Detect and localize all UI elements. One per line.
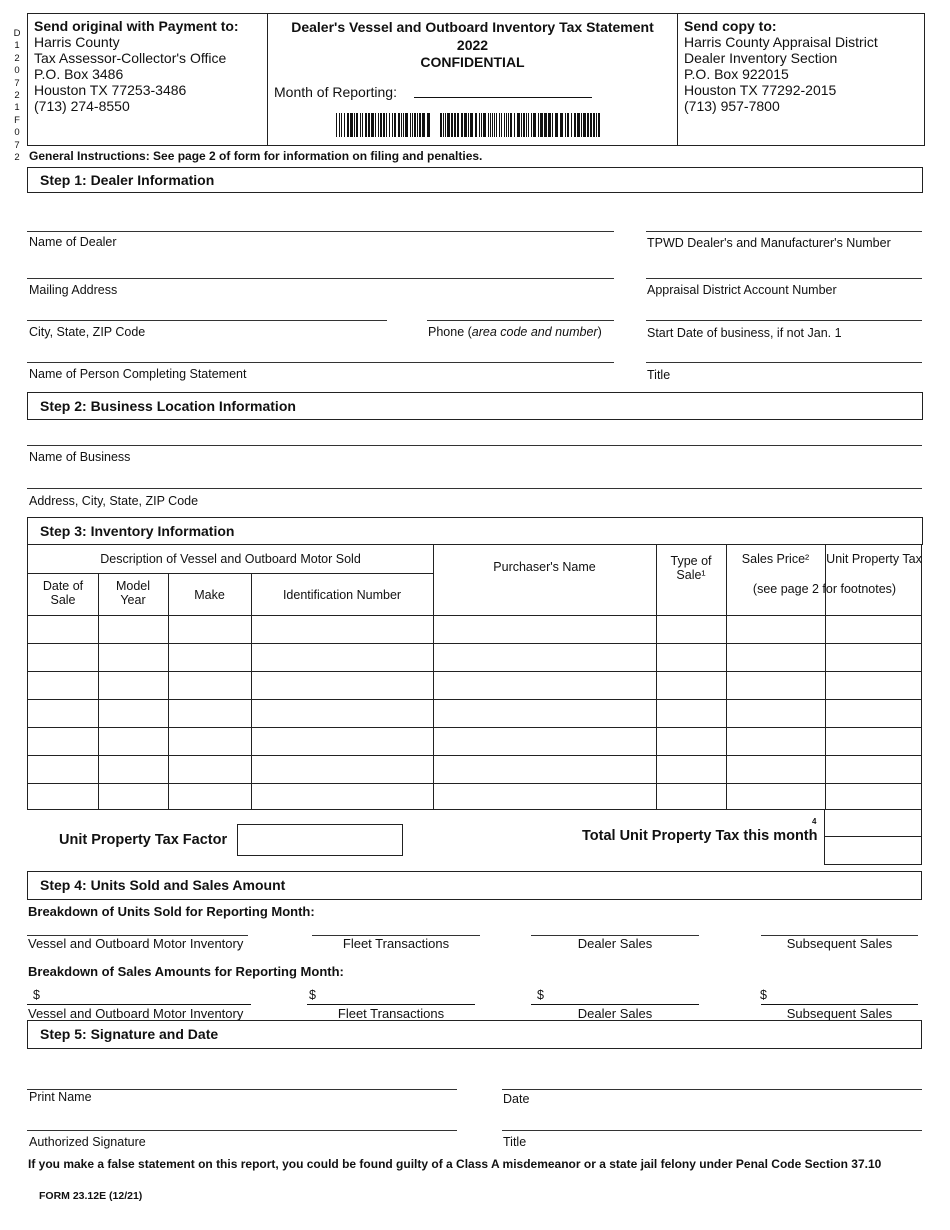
address-line: Houston TX 77253-3486 [34, 82, 187, 98]
barcode-bar [403, 113, 404, 137]
barcode-bar [528, 113, 529, 137]
amount-dealer-label: Dealer Sales [577, 1006, 653, 1021]
appraisal-account-label: Appraisal District Account Number [647, 283, 837, 297]
barcode-bar [410, 113, 411, 137]
barcode-bar [598, 113, 600, 137]
barcode-bar [499, 113, 500, 137]
barcode-bar [414, 113, 416, 137]
barcode-bar [464, 113, 467, 137]
col-sales-price: Sales Price² [741, 552, 810, 566]
barcode-bar [593, 113, 595, 137]
name-of-business-field[interactable] [27, 445, 922, 446]
units-dealer-label: Dealer Sales [577, 936, 653, 951]
barcode-bar [378, 113, 379, 137]
barcode-bar [398, 113, 400, 137]
barcode-bar [339, 113, 340, 137]
step3-header: Step 3: Inventory Information [27, 517, 923, 545]
confidential-label: CONFIDENTIAL [420, 54, 525, 70]
barcode-bar [365, 113, 367, 137]
barcode-bar [412, 113, 413, 137]
start-date-label: Start Date of business, if not Jan. 1 [647, 326, 842, 340]
barcode-bar [386, 113, 387, 137]
barcode-bar [354, 113, 355, 137]
barcode-bar [508, 113, 509, 137]
barcode-bar [468, 113, 469, 137]
form-number: FORM 23.12E (12/21) [39, 1190, 143, 1202]
address-line: P.O. Box 922015 [684, 66, 789, 82]
unit-tax-factor-field[interactable] [237, 824, 403, 856]
start-date-field[interactable] [646, 320, 922, 321]
amount-subsequent-label: Subsequent Sales [786, 1006, 893, 1021]
col-date-of-sale: Date of Sale [42, 579, 84, 607]
barcode-bar [344, 113, 345, 137]
barcode-bar [521, 113, 522, 137]
address-line: (713) 957-7800 [684, 98, 780, 114]
barcode-bar [443, 113, 444, 137]
address-line: Harris County Appraisal District [684, 34, 878, 50]
description-header: Description of Vessel and Outboard Motor Sold [100, 552, 361, 566]
barcode-bar [488, 113, 489, 137]
barcode-bar [552, 113, 553, 137]
month-of-reporting-field[interactable] [414, 97, 592, 98]
address-line: (713) 274-8550 [34, 98, 130, 114]
mailing-address-field[interactable] [27, 278, 614, 279]
barcode-bar [461, 113, 463, 137]
name-of-business-label: Name of Business [29, 450, 131, 464]
barcode-bar [596, 113, 597, 137]
header-box [27, 13, 925, 146]
inventory-table [27, 544, 922, 810]
barcode-bar [479, 113, 480, 137]
barcode-bar [356, 113, 358, 137]
barcode-bar [445, 113, 446, 137]
step1-header: Step 1: Dealer Information [27, 167, 923, 193]
barcode-bar [504, 113, 505, 137]
barcode-bar [341, 113, 342, 137]
barcode-bar [514, 113, 515, 137]
business-address-label: Address, City, State, ZIP Code [29, 494, 199, 508]
send-copy-block [678, 14, 924, 145]
barcode-bar [544, 113, 547, 137]
step2-header: Step 2: Business Location Information [27, 392, 923, 420]
person-completing-label: Name of Person Completing Statement [29, 367, 247, 381]
barcode-bar [581, 113, 582, 137]
units-heading: Breakdown of Units Sold for Reporting Month: [28, 904, 315, 919]
barcode-bar [492, 113, 493, 137]
barcode-bar [392, 113, 393, 137]
barcode-bar [371, 113, 374, 137]
barcode-bar [481, 113, 482, 137]
barcode-bar [501, 113, 502, 137]
barcode-bar [523, 113, 525, 137]
barcode-bar [470, 113, 473, 137]
barcode-bar [389, 113, 390, 137]
address-line: Dealer Inventory Section [684, 50, 838, 66]
barcode-bar [454, 113, 456, 137]
footnote-note: (see page 2 for footnotes) [752, 582, 897, 596]
barcode-bar [347, 113, 349, 137]
person-completing-field[interactable] [27, 362, 614, 363]
barcode-bar [451, 113, 453, 137]
title-label: Title [647, 368, 671, 382]
penalty-statement: If you make a false statement on this report, you could be found guilty of a Class A misdemeanor or a state jail felony under Penal Code Section 37.10 [28, 1157, 882, 1171]
barcode-bar [457, 113, 459, 137]
currency-sign: $ [537, 988, 544, 1002]
title-field[interactable] [646, 362, 922, 363]
barcode-bar [538, 113, 539, 137]
tpwd-number-field[interactable] [646, 231, 922, 232]
print-name-label: Print Name [29, 1090, 92, 1104]
barcode-bar [565, 113, 566, 137]
step4-header: Step 4: Units Sold and Sales Amount [27, 871, 922, 900]
date-label: Date [503, 1092, 530, 1106]
vertical-form-code: D 1 2 0 7 2 1 F 0 7 2 [13, 28, 21, 164]
barcode-bar [362, 113, 363, 137]
send-copy-heading: Send copy to: [684, 18, 777, 34]
barcode-bar [440, 113, 442, 137]
col-type-of-sale: Type of Sale¹ [670, 554, 712, 582]
barcode-bar [483, 113, 486, 137]
barcode-bar [394, 113, 396, 137]
title-block [268, 14, 678, 145]
address-line: Harris County [34, 34, 120, 50]
units-subsequent-label: Subsequent Sales [786, 936, 893, 951]
barcode-bar [427, 113, 430, 137]
barcode-bar [567, 113, 569, 137]
barcode-bar [587, 113, 589, 137]
barcode-bar [577, 113, 580, 137]
barcode-bar [380, 113, 382, 137]
barcode-bar [422, 113, 425, 137]
phone-field[interactable] [427, 320, 614, 321]
amount-vessel-label: Vessel and Outboard Motor Inventory [28, 1006, 244, 1021]
amount-fleet-field[interactable] [307, 1004, 475, 1005]
barcode-bar [405, 113, 408, 137]
address-line: Tax Assessor-Collector's Office [34, 50, 227, 66]
barcode-bar [590, 113, 592, 137]
barcode-bar [517, 113, 520, 137]
barcode-image [336, 113, 600, 137]
barcode-bar [350, 113, 353, 137]
city-state-zip-field[interactable] [27, 320, 387, 321]
barcode-bar [506, 113, 507, 137]
signer-title-field[interactable] [502, 1130, 922, 1131]
amounts-heading: Breakdown of Sales Amounts for Reporting Month: [28, 964, 344, 979]
amount-subsequent-field[interactable] [761, 1004, 918, 1005]
barcode-bar [383, 113, 385, 137]
barcode-bar [583, 113, 586, 137]
barcode-bar [526, 113, 527, 137]
send-original-block [28, 14, 268, 145]
currency-sign: $ [309, 988, 316, 1002]
total-unit-tax-label: Total Unit Property Tax this month [582, 828, 818, 844]
unit-tax-factor-label: Unit Property Tax Factor [59, 832, 228, 848]
authorized-signature-label: Authorized Signature [29, 1135, 146, 1149]
barcode-bar [494, 113, 495, 137]
barcode-bar [336, 113, 337, 137]
form-title: Dealer's Vessel and Outboard Inventory Tax Statement [291, 19, 654, 35]
date-field[interactable] [502, 1089, 922, 1090]
signer-title-label: Title [503, 1135, 527, 1149]
business-address-field[interactable] [27, 488, 922, 489]
authorized-signature-field[interactable] [27, 1130, 457, 1131]
mailing-address-label: Mailing Address [29, 283, 118, 297]
barcode-bar [401, 113, 402, 137]
barcode-bar [368, 113, 370, 137]
barcode-bar [417, 113, 418, 137]
city-state-zip-label: City, State, ZIP Code [29, 325, 146, 339]
amount-fleet-label: Fleet Transactions [337, 1006, 445, 1021]
address-line: Houston TX 77292-2015 [684, 82, 837, 98]
barcode-bar [548, 113, 551, 137]
barcode-bar [531, 113, 532, 137]
amount-vessel-field[interactable] [27, 1004, 251, 1005]
barcode-bar [419, 113, 421, 137]
barcode-bar [475, 113, 477, 137]
barcode-bar [533, 113, 536, 137]
month-of-reporting-label: Month of Reporting: [274, 84, 397, 100]
tpwd-number-label: TPWD Dealer's and Manufacturer's Number [647, 236, 891, 250]
barcode-bar [540, 113, 543, 137]
barcode-bar [447, 113, 450, 137]
barcode-bar [555, 113, 558, 137]
phone-label: Phone (area code and number) [428, 325, 602, 339]
barcode-bar [375, 113, 376, 137]
barcode-bar [490, 113, 491, 137]
currency-sign: $ [760, 988, 767, 1002]
barcode-bar [496, 113, 497, 137]
barcode-bar [510, 113, 512, 137]
general-instructions: General Instructions: See page 2 of form for information on filing and penalties. [29, 149, 483, 163]
amount-dealer-field[interactable] [531, 1004, 699, 1005]
barcode-bar [360, 113, 361, 137]
total-unit-tax-field[interactable] [824, 809, 922, 865]
address-line: P.O. Box 3486 [34, 66, 124, 82]
barcode-bar [571, 113, 572, 137]
col-make: Make [194, 588, 225, 602]
name-of-dealer-field[interactable] [27, 231, 614, 232]
barcode-bar [560, 113, 563, 137]
currency-sign: $ [33, 988, 40, 1002]
units-vessel-label: Vessel and Outboard Motor Inventory [28, 936, 244, 951]
col-model-year: Model Year [115, 579, 151, 607]
total-footnote-mark: 4 [812, 817, 817, 826]
form-year: 2022 [456, 36, 489, 53]
step5-header: Step 5: Signature and Date [27, 1020, 922, 1049]
col-unit-property-tax: Unit Property Tax [826, 552, 922, 566]
units-fleet-label: Fleet Transactions [342, 936, 450, 951]
col-purchaser-name: Purchaser's Name [493, 560, 596, 574]
barcode-bar [574, 113, 576, 137]
appraisal-account-field[interactable] [646, 278, 922, 279]
send-original-heading: Send original with Payment to: [34, 18, 239, 34]
col-identification-number: Identification Number [282, 588, 402, 602]
name-of-dealer-label: Name of Dealer [29, 235, 117, 249]
